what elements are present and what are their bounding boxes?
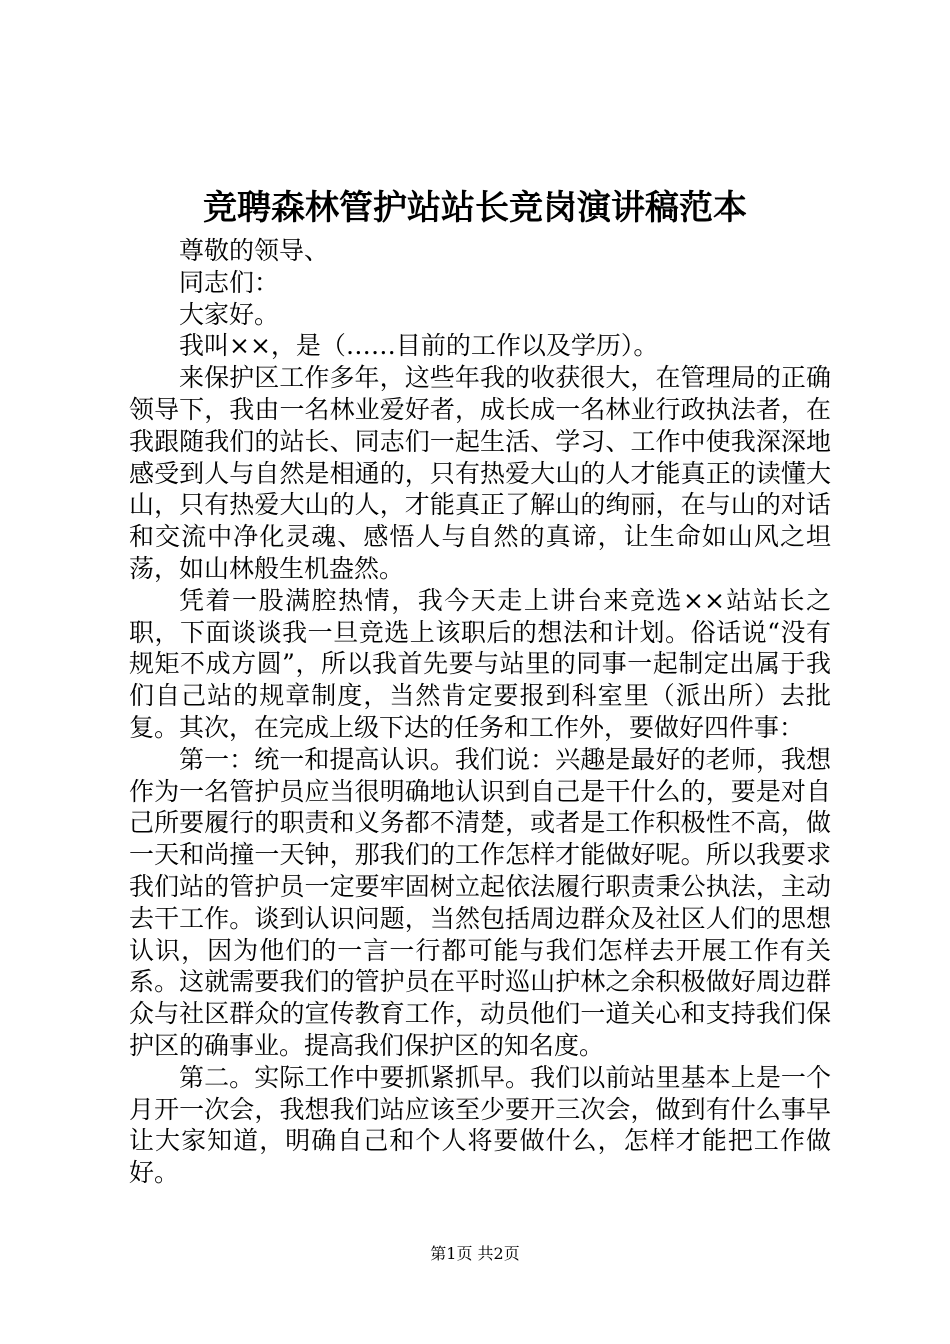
document-title: 竞聘森林管护站站长竞岗演讲稿范本 xyxy=(203,188,747,228)
self-introduction: 我叫××，是（……目前的工作以及学历）。 xyxy=(179,331,659,361)
salutation-line-1: 尊敬的领导、 xyxy=(179,236,330,265)
paragraph-first-point: 第一：统一和提高认识。我们说：兴趣是最好的老师，我想作为一名管护员应当很明确地认识到自己是干什么的，要是对自己所要履行的职责和义务都不清楚，或者是工作积极性不高，做一天和尚撞一天钟，那我们的工作怎样才能做好呢。所以我要求我们站的管护员一定要牢固树立起依法履行职责秉公执法，主动去干工作。谈到认识问题，当然包括周边群众及社区人们的思想认识，因为他们的一言一行都可能与我们怎样去开展工作有关系。这就需要我们的管护员在平时巡山护林之余积极做好周边群众与社区群众的宣传教育工作，动员他们一道关心和支持我们保护区的确事业。提高我们保护区的知名度。 xyxy=(129,744,831,1060)
paragraph-second-point: 第二。实际工作中要抓紧抓早。我们以前站里基本上是一个月开一次会，我想我们站应该至少要开三次会，做到有什么事早让大家知道，明确自己和个人将要做什么，怎样才能把工作做好。 xyxy=(129,1062,831,1188)
document-body xyxy=(129,235,831,1189)
paragraph-plan: 凭着一股满腔热情，我今天走上讲台来竞选××站站长之职，下面谈谈我一旦竞选上该职后的想法和计划。俗话说“没有规矩不成方圆”，所以我首先要与站里的同事一起制定出属于我们自己站的规章制度，当然肯定要报到科室里（派出所）去批复。其次，在完成上级下达的任务和工作外，要做好四件事： xyxy=(129,585,831,742)
salutation-line-2: 同志们： xyxy=(179,267,280,297)
page-footer: 第1页 共2页 xyxy=(430,1244,520,1263)
greeting: 大家好。 xyxy=(179,299,280,329)
paragraph-experience: 来保护区工作多年，这些年我的收获很大，在管理局的正确领导下，我由一名林业爱好者，成长成一名林业行政执法者，在我跟随我们的站长、同志们一起生活、学习、工作中使我深深地感受到人与自然是相通的，只有热爱大山的人才能真正的读懂大山，只有热爱大山的人，才能真正了解山的绚丽，在与山的对话和交流中净化灵魂、感悟人与自然的真谛，让生命如山风之坦荡，如山林般生机盎然。 xyxy=(129,363,831,583)
